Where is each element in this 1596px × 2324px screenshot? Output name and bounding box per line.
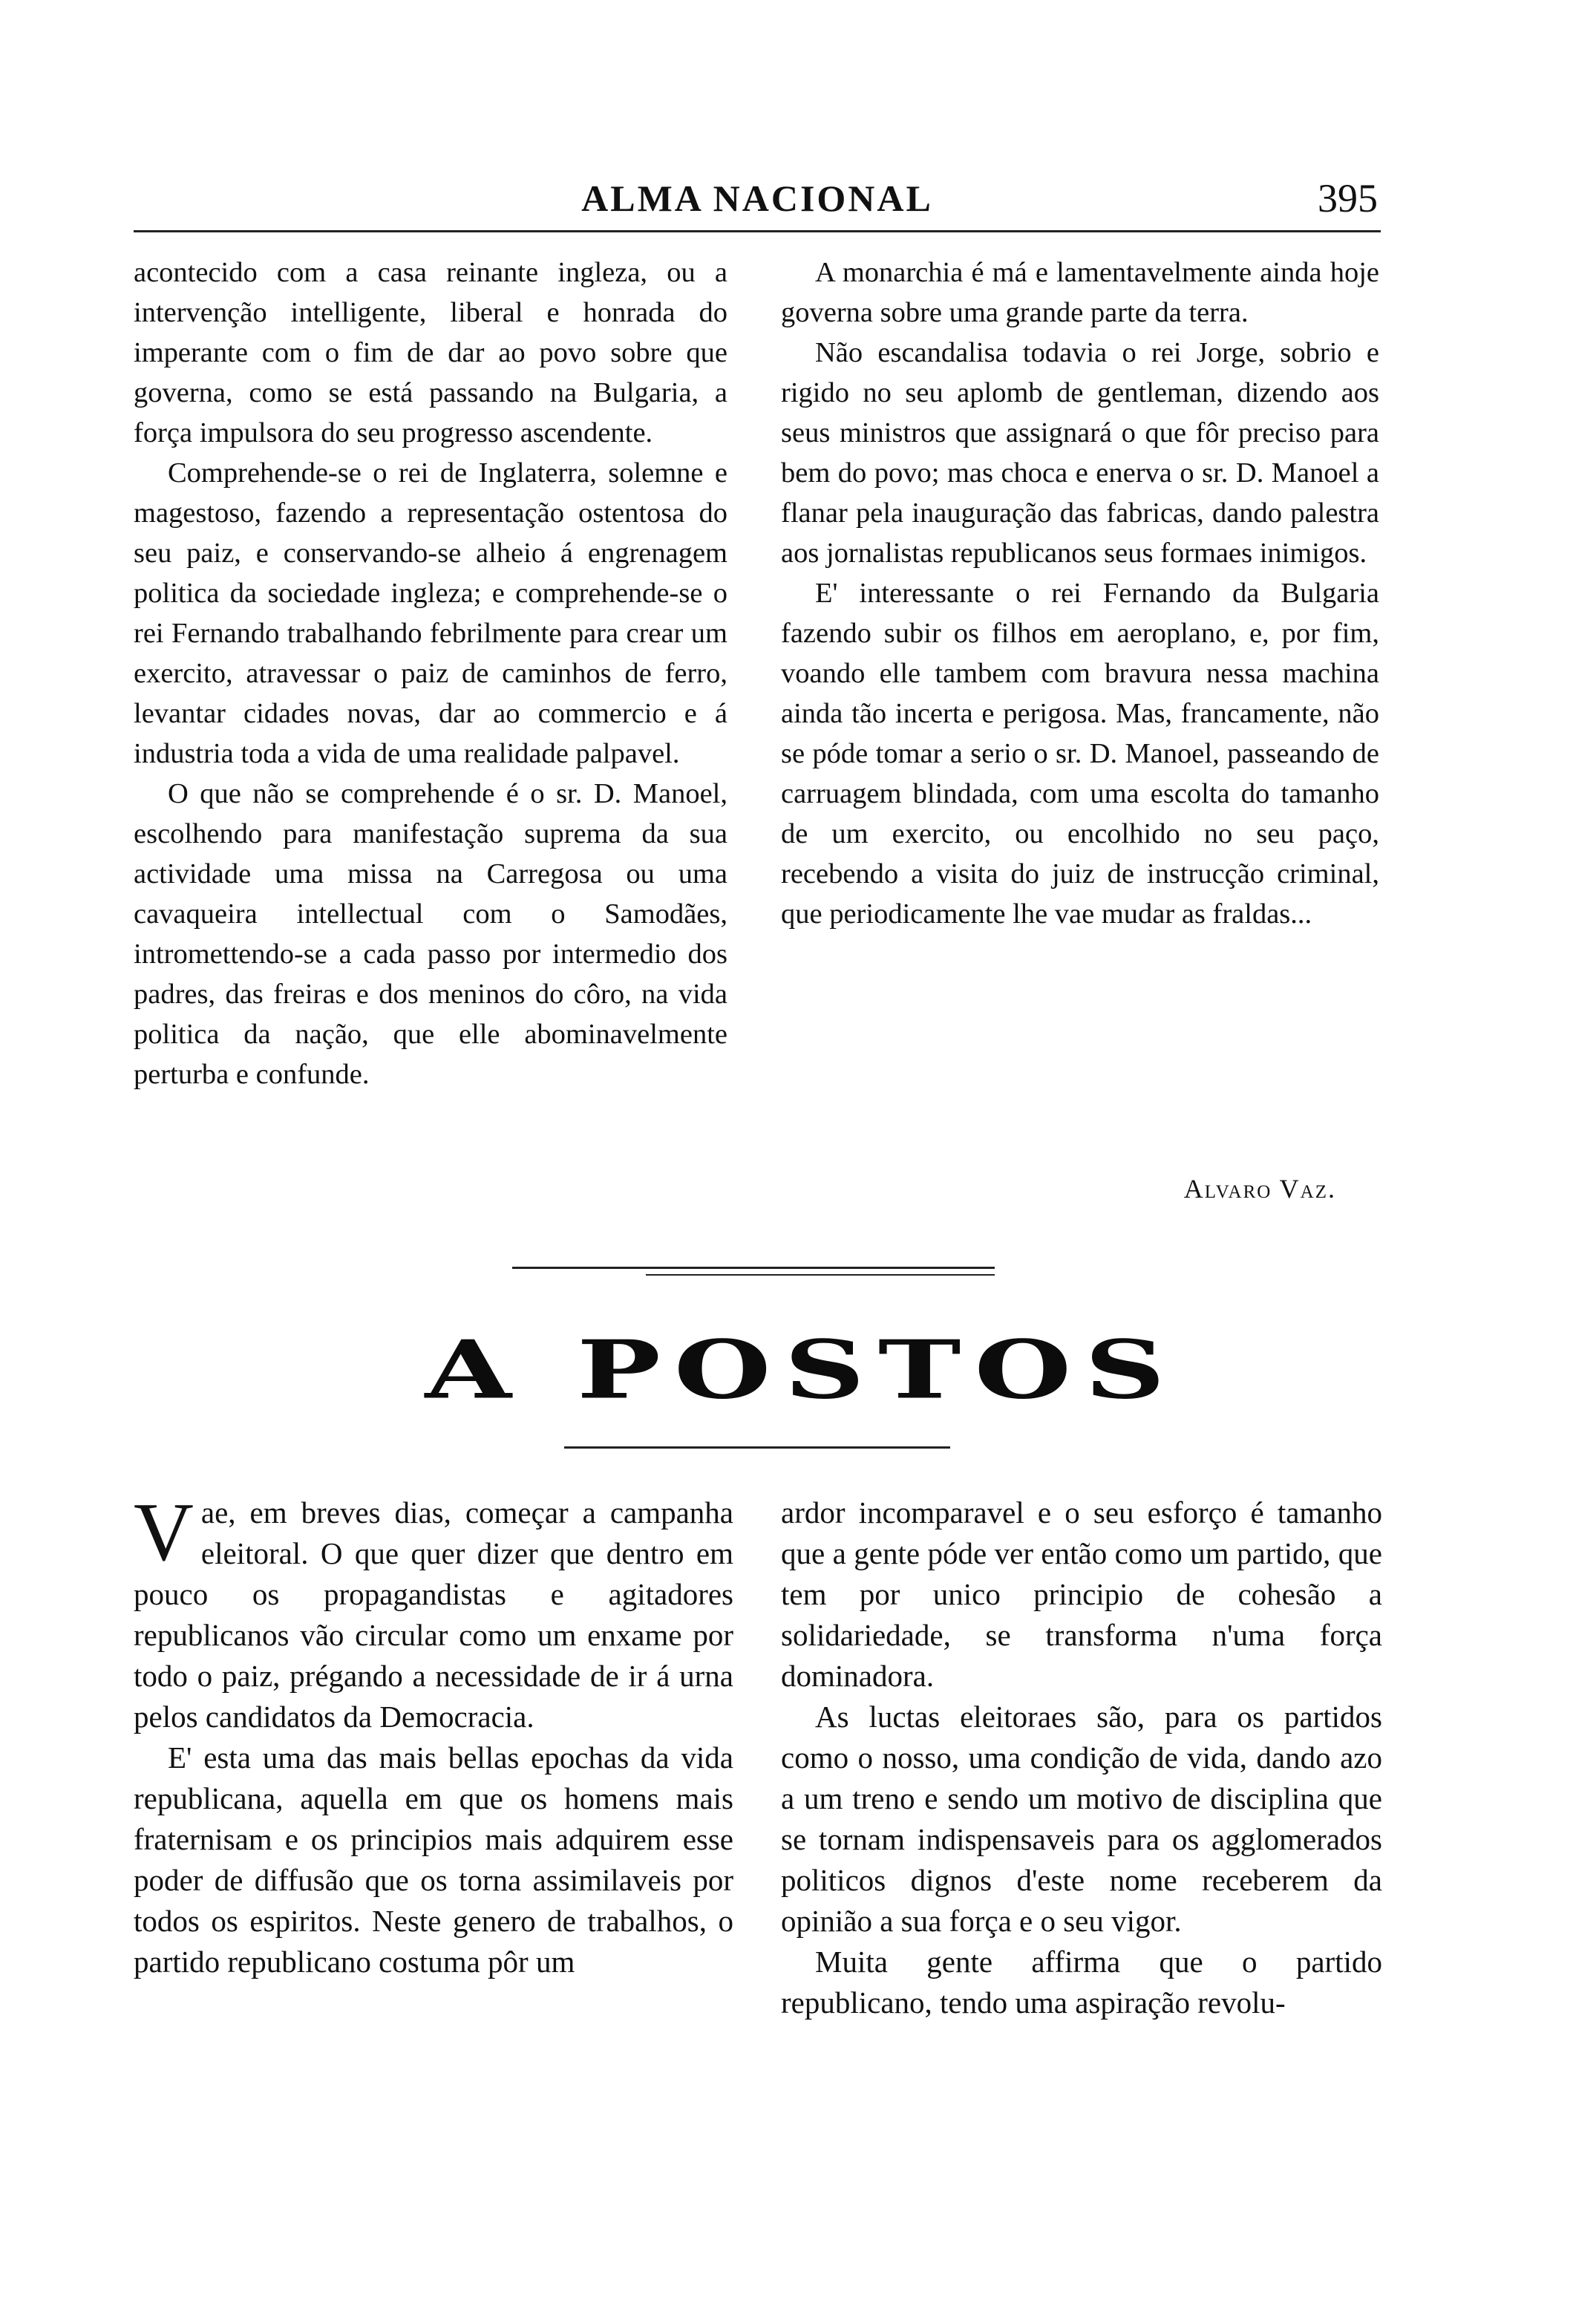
article-top-left-column xyxy=(134,252,727,1094)
headline-underline-rule xyxy=(564,1446,950,1449)
journal-title: ALMA NACIONAL xyxy=(581,177,933,219)
opening-paragraph xyxy=(134,1486,733,1737)
ornamental-rule xyxy=(512,1267,995,1269)
ornamental-rule xyxy=(646,1274,995,1276)
drop-cap: V xyxy=(134,1486,194,1579)
running-header xyxy=(134,171,1381,232)
article-headline: A POSTOS xyxy=(425,1322,1179,1417)
paragraph: ae, em breves dias, começar a campanha eleitoral. O que quer dizer que dentro em pouco os propagandistas e agitadores republicanos vão circular como um enxame por todo o paiz, prégando a necessidade de ir á urna pelos candidatos da Democracia. xyxy=(134,1495,733,1734)
paragraph: Comprehende-se o rei de Inglaterra, solemne e magestoso, fazendo a representação ostentosa do seu paiz, e conservando-se alheio á engrenagem politica da sociedade ingleza; e comprehende-se o rei Fernando trabalhando febrilmente para crear um exercito, atravessar o paiz de caminhos de ferro, levantar cidades novas, dar ao commercio e á industria toda a vida de uma realidade palpavel. xyxy=(134,457,727,769)
paragraph: A monarchia é má e lamentavelmente ainda hoje governa sobre uma grande parte da terra. xyxy=(781,257,1379,328)
paragraph: Não escandalisa todavia o rei Jorge, sobrio e rigido no seu aplomb de gentleman, dizendo aos seus ministros que assignará o que fôr preciso para bem do povo; mas choca e enerva o sr. D. Manoel a flanar pela inauguração das fabricas, dando palestra aos jornalistas republicanos seus formaes inimigos. xyxy=(781,337,1379,569)
paragraph: E' esta uma das mais bellas epochas da vida republicana, aquella em que os homens mais fraternisam e os principios mais adquirem esse poder de diffusão que os torna assimilaveis por todos os espiritos. Neste genero de trabalhos, o partido republicano costuma pôr um xyxy=(134,1740,733,1979)
page-number: 395 xyxy=(1318,176,1378,221)
paragraph: As luctas eleitoraes são, para os partidos como o nosso, uma condição de vida, dando azo a um treno e sendo um motivo de disciplina que se tornam indispensaveis para os agglomerados politicos dignos d'este nome receberem da opinião a sua força e o seu vigor. xyxy=(781,1700,1382,1938)
paragraph: Muita gente affirma que o partido republicano, tendo uma aspiração revolu- xyxy=(781,1945,1382,2020)
paragraph: E' interessante o rei Fernando da Bulgaria fazendo subir os filhos em aeroplano, e, por fim, voando elle tambem com bravura nessa machina ainda tão incerta e perigosa. Mas, francamente, não se póde tomar a serio o sr. D. Manoel, passeando de carruagem blindada, com uma escolta do tamanho de um exercito, ou encolhido no seu paço, recebendo a visita do juiz de instrucção criminal, que periodicamente lhe vae mudar as fraldas... xyxy=(781,578,1379,930)
article-bottom-right-column xyxy=(781,1492,1382,2023)
paragraph: O que não se comprehende é o sr. D. Manoel, escolhendo para manifestação suprema da sua actividade uma missa na Carregosa ou uma cavaqueira intellectual com o Samodães, intromettendo-se a cada passo por intermedio dos padres, das freiras e dos meninos do côro, na vida politica da nação, que elle abominavelmente perturba e confunde. xyxy=(134,778,727,1090)
article-bottom-left-column xyxy=(134,1486,733,1982)
paragraph: ardor incomparavel e o seu esforço é tamanho que a gente póde ver então como um partido, que tem por unico principio de cohesão a solidariedade, se transforma n'uma força dominadora. xyxy=(781,1495,1382,1693)
article-top-right-column xyxy=(781,252,1379,934)
paragraph: acontecido com a casa reinante ingleza, ou a intervenção intelligente, liberal e honrada do imperante com o fim de dar ao povo sobre que governa, como se está passando na Bulgaria, a força impulsora do seu progresso ascendente. xyxy=(134,257,727,448)
author-signature: Alvaro Vaz. xyxy=(1183,1174,1336,1204)
